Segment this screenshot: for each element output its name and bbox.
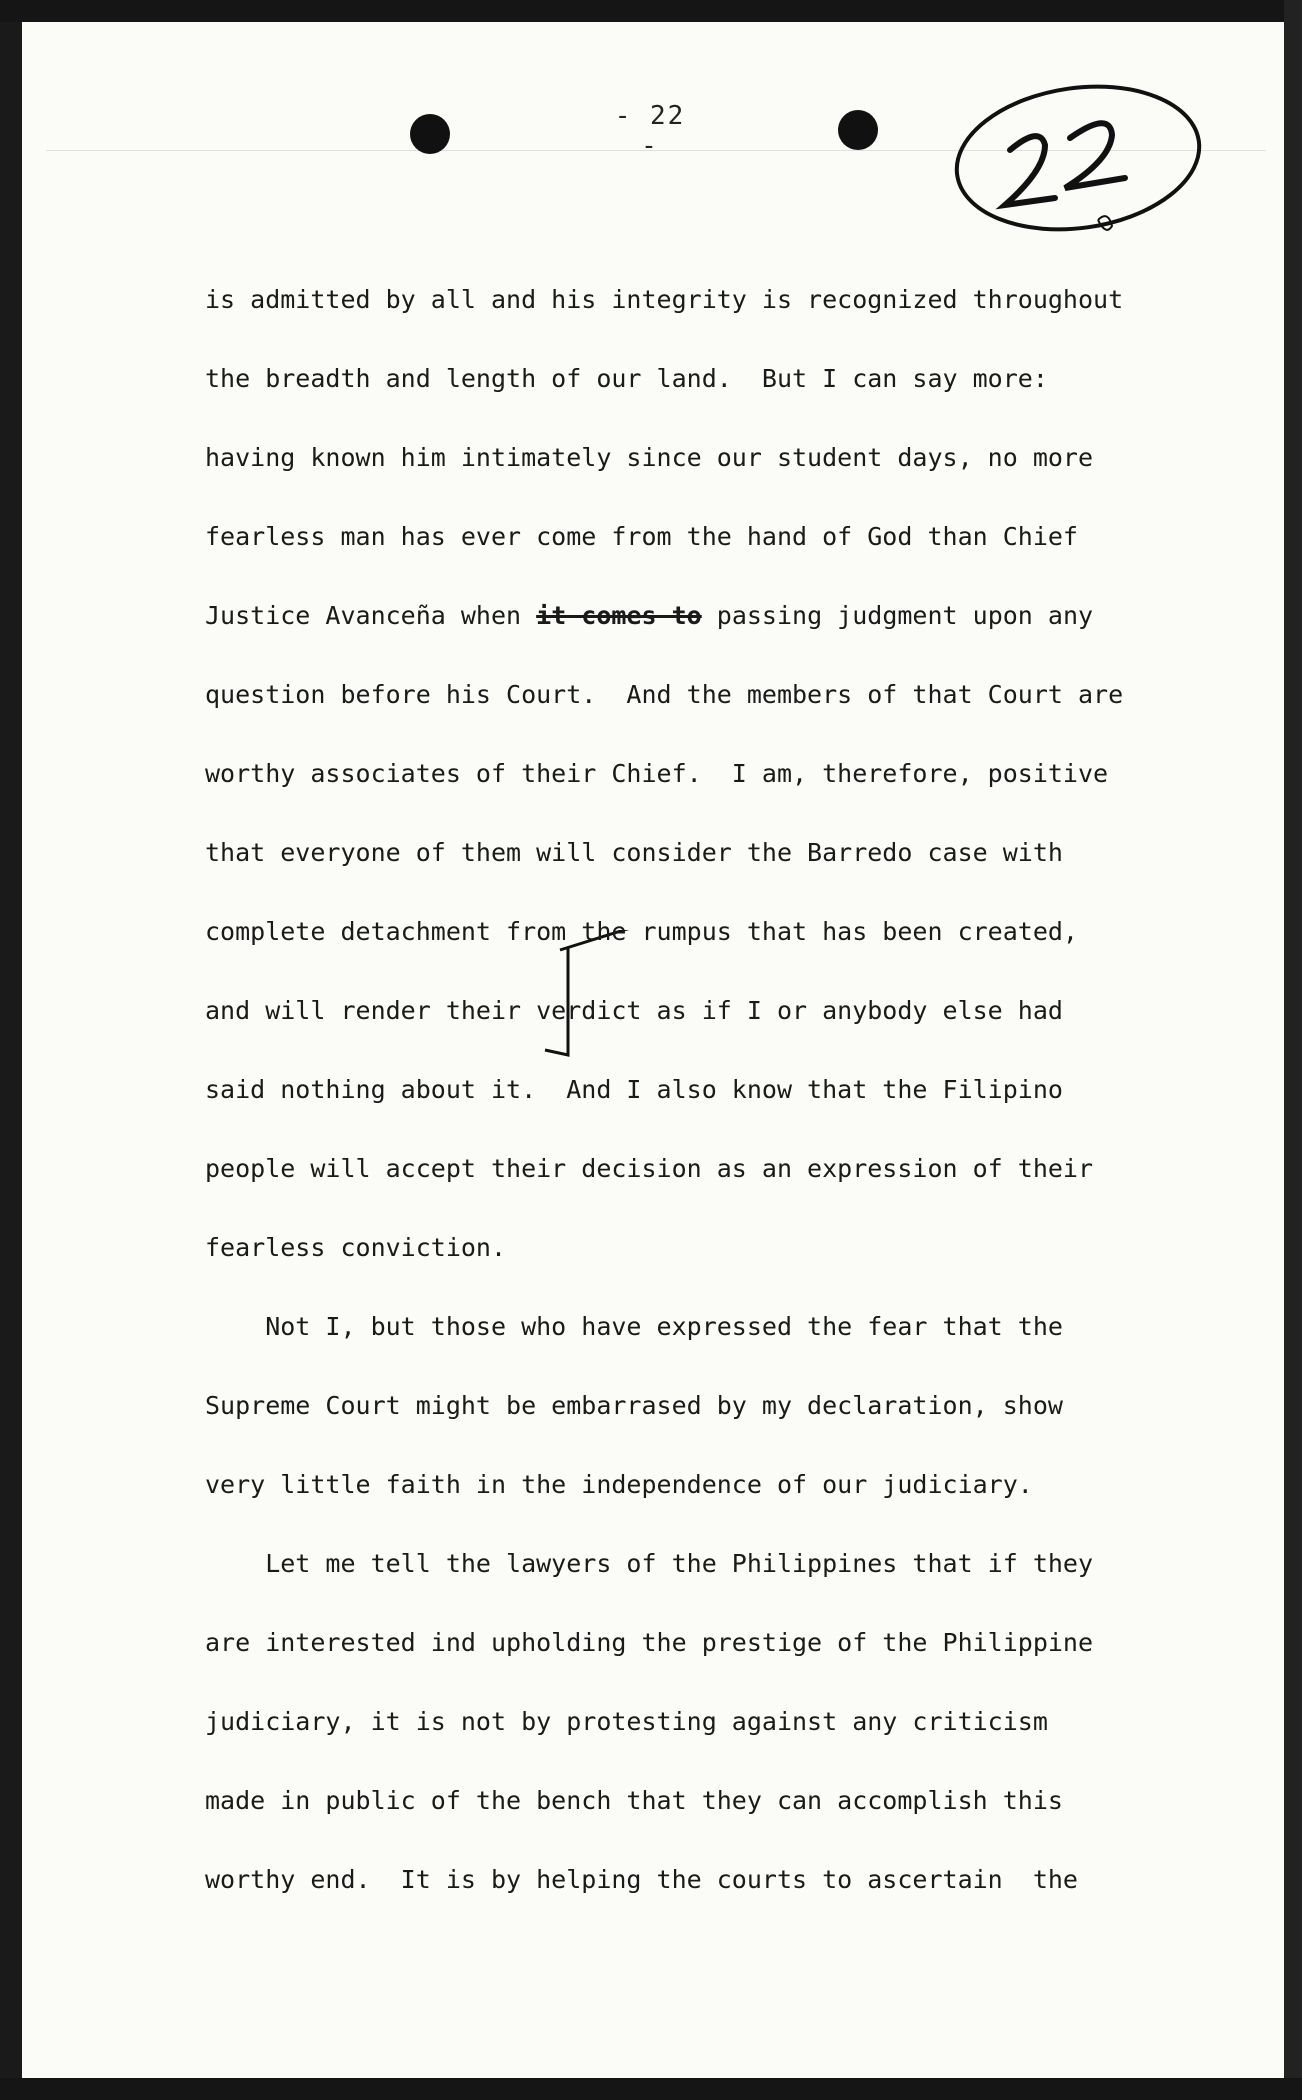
text-line: having known him intimately since our student days, no more — [205, 443, 1094, 472]
line-part: passing judgment upon any — [701, 601, 1094, 630]
punch-hole-left — [410, 114, 450, 154]
text-line: and will render their verdict as if I or anybody else had — [205, 996, 1063, 1025]
stamp-digit-1 — [1005, 136, 1055, 205]
punch-hole-right — [838, 110, 878, 150]
text-line: Not I, but those who have expressed the fear that the — [205, 1312, 1063, 1341]
text-line: the breadth and length of our land. But I can say more: — [205, 364, 1048, 393]
text-line: are interested ind upholding the prestige of the Philippine — [205, 1628, 1094, 1657]
stamp-ellipse — [950, 80, 1209, 244]
line-part: Justice Avanceña when — [205, 601, 537, 630]
stamp-digit-2 — [1065, 123, 1125, 188]
text-line: worthy associates of their Chief. I am, therefore, positive — [205, 759, 1109, 788]
text-line: very little faith in the independence of our judiciary. — [205, 1470, 1033, 1499]
text-line: complete detachment from the rumpus that has been created, — [205, 917, 1078, 946]
text-line: fearless conviction. — [205, 1233, 507, 1262]
handwritten-page-stamp — [950, 80, 1210, 260]
text-line: fearless man has ever come from the hand of God than Chief — [205, 522, 1078, 551]
text-line: Supreme Court might be embarrased by my declaration, show — [205, 1391, 1063, 1420]
scan-edge-right — [1284, 0, 1302, 2100]
scan-edge-top — [0, 0, 1302, 22]
text-line: worthy end. It is by helping the courts to ascertain the — [205, 1865, 1078, 1894]
text-line: that everyone of them will consider the Barredo case with — [205, 838, 1063, 867]
struck-text: it comes to — [536, 601, 702, 630]
text-line: Let me tell the lawyers of the Philippines that if they — [205, 1549, 1094, 1578]
text-line: is admitted by all and his integrity is recognized throughout — [205, 285, 1124, 314]
text-line: said nothing about it. And I also know that the Filipino — [205, 1075, 1063, 1104]
scan-edge-bottom — [0, 2078, 1302, 2100]
page-number: - 22 - — [614, 101, 686, 161]
document-body — [205, 280, 1124, 1894]
text-line-with-strikeout — [205, 596, 1093, 636]
text-line: made in public of the bench that they can accomplish this — [205, 1786, 1063, 1815]
text-line: judiciary, it is not by protesting against any criticism — [205, 1707, 1048, 1736]
text-line: people will accept their decision as an expression of their — [205, 1154, 1094, 1183]
text-line: question before his Court. And the members of that Court are — [205, 680, 1124, 709]
